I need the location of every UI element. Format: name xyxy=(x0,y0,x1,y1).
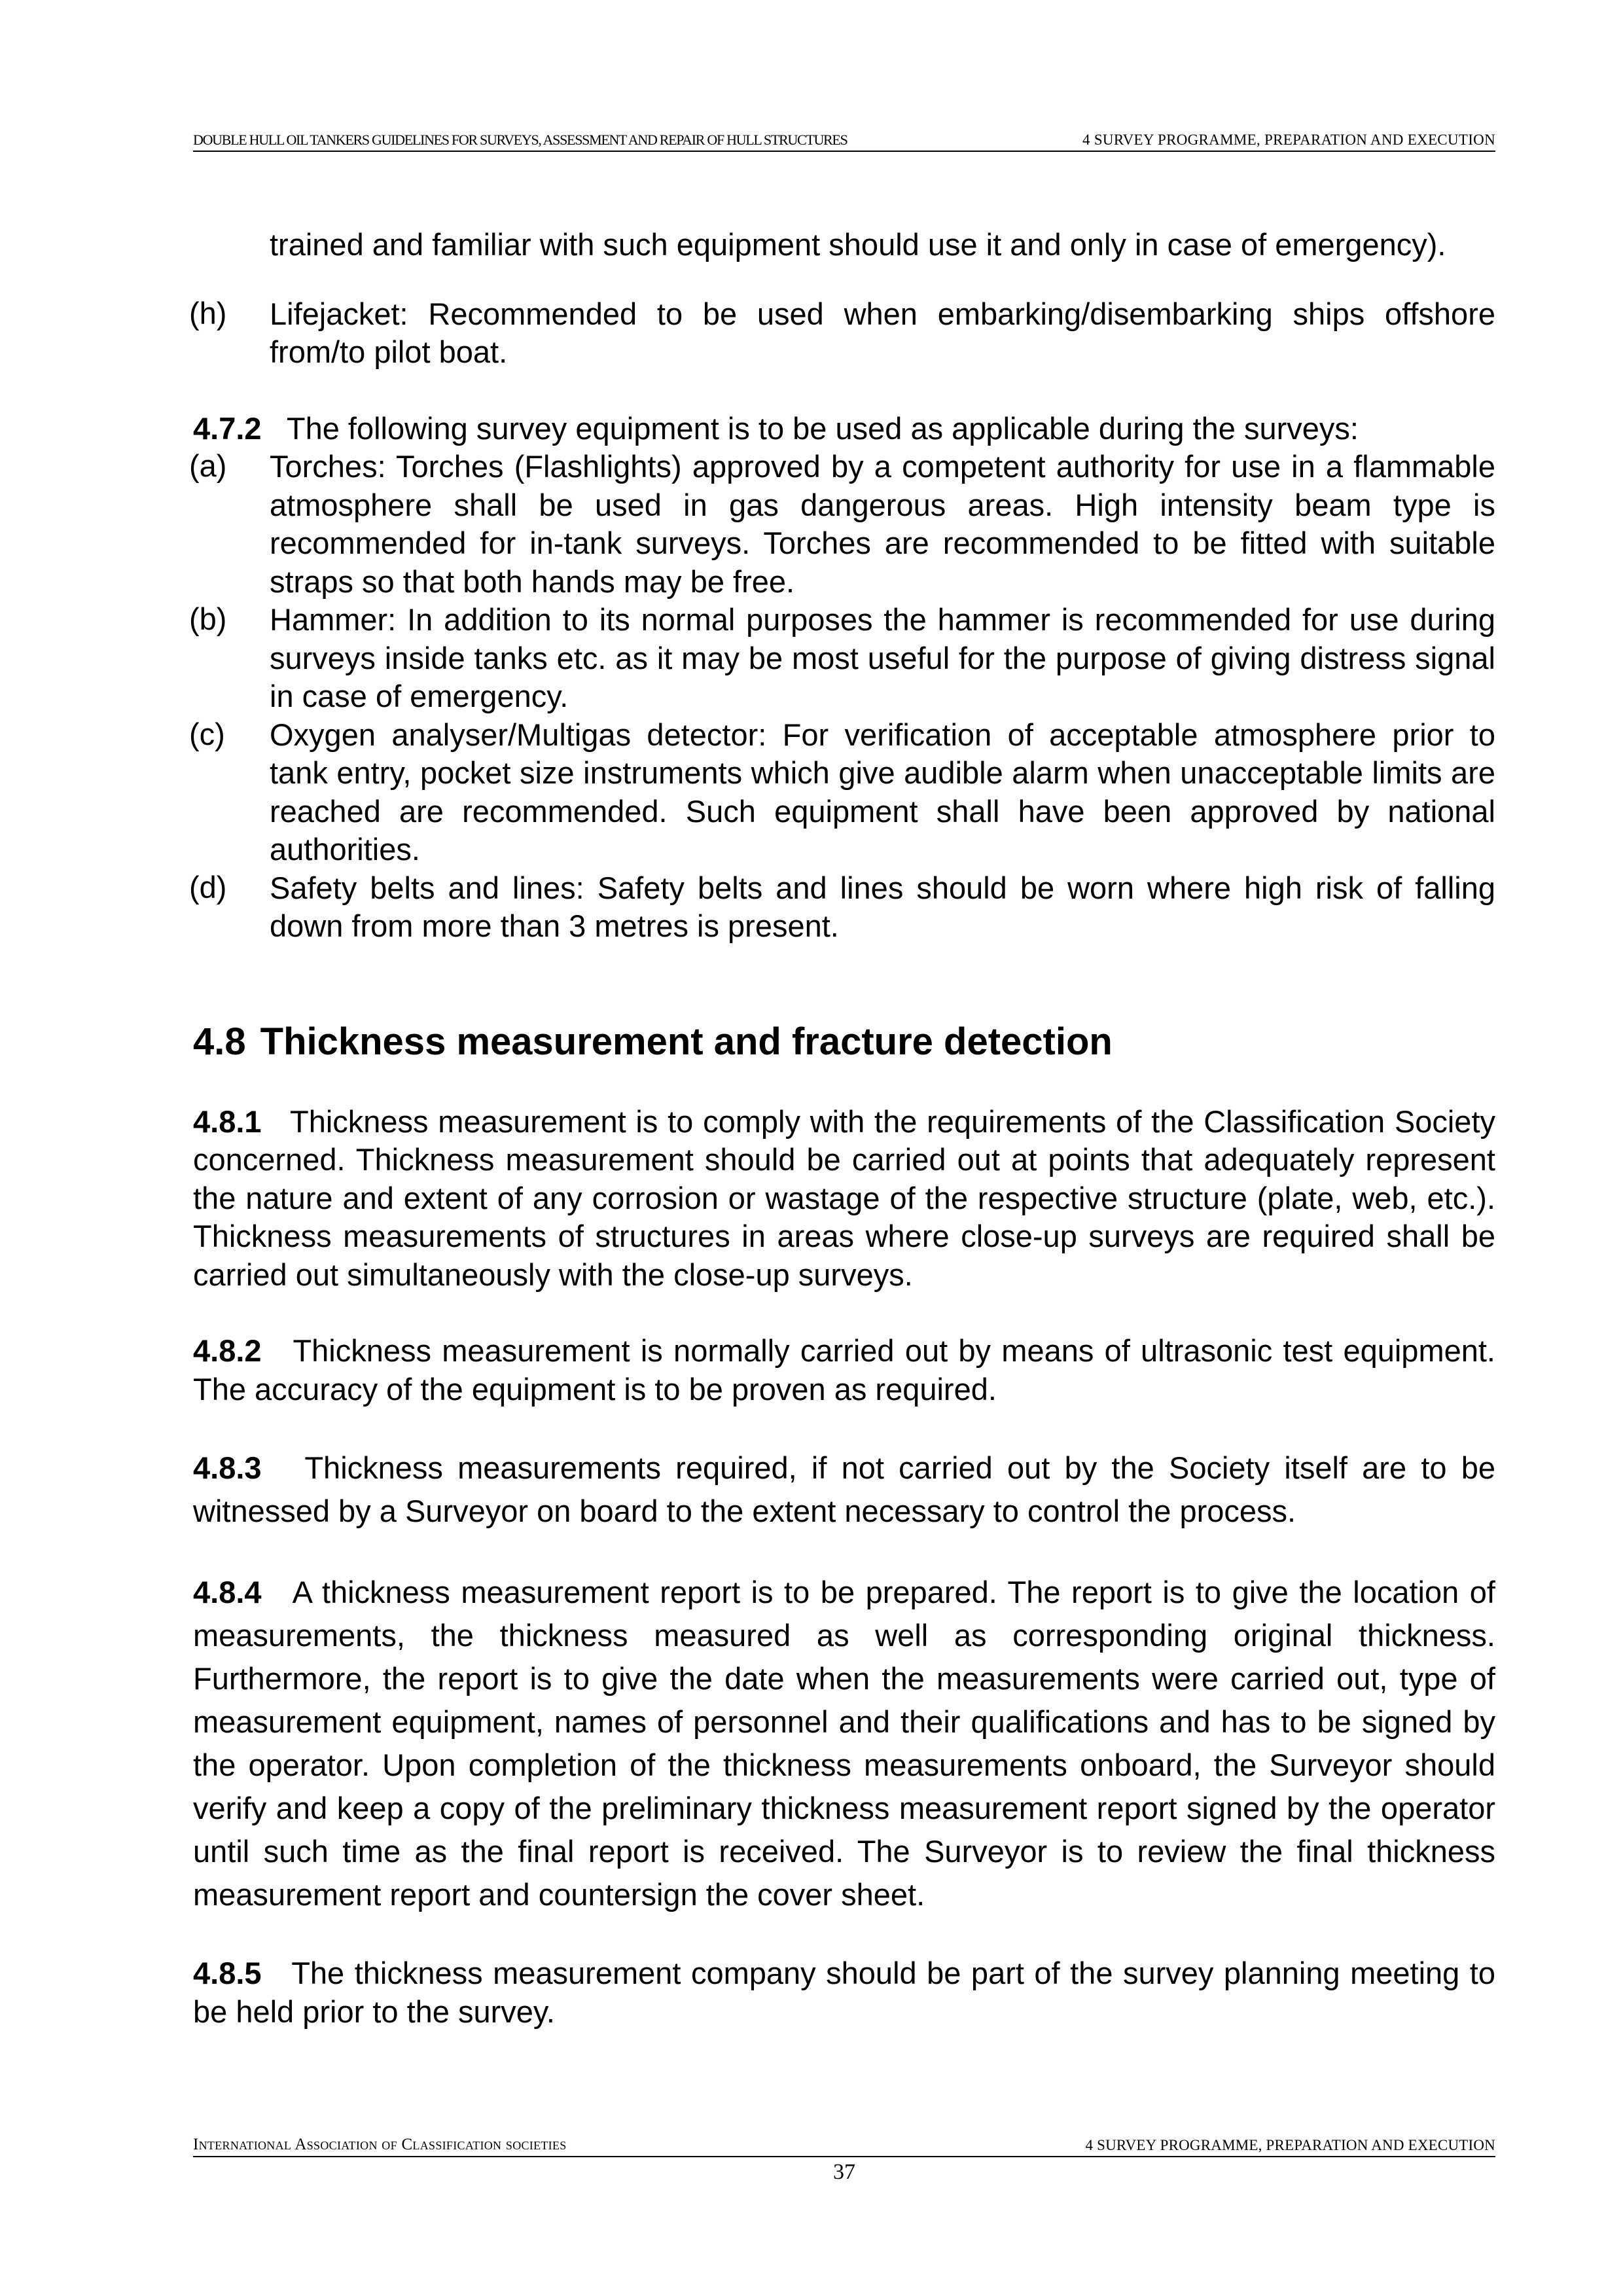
list-item-b xyxy=(189,601,1495,716)
section-heading xyxy=(193,1019,1495,1065)
paragraph-number: 4.8.2 xyxy=(193,1333,262,1368)
paragraph-text: The thickness measurement company should be part of the survey planning meeting to be held prior to the survey. xyxy=(193,1956,1496,2029)
paragraph-text: Thickness measurement is normally carried out by means of ultrasonic test equipment. The accuracy of the equipment is to be proven as required. xyxy=(193,1333,1495,1407)
paragraph-number: 4.8.1 xyxy=(193,1103,262,1139)
paragraph-number: 4.8.3 xyxy=(193,1450,262,1485)
paragraph-text: The following survey equipment is to be used as applicable during the surveys: xyxy=(286,410,1359,446)
footer-chapter-title: 4 SURVEY PROGRAMME, PREPARATION AND EXECUTION xyxy=(1085,2137,1495,2153)
page-footer xyxy=(193,2134,1495,2157)
page-header xyxy=(193,128,1495,152)
list-item-d xyxy=(189,869,1495,946)
paragraph-number: 4.8.4 xyxy=(193,1575,262,1609)
list-item-label: (a) xyxy=(189,448,227,483)
list-item-label: (h) xyxy=(189,295,227,331)
page-number: 37 xyxy=(833,2160,855,2184)
list-item-c xyxy=(189,716,1495,869)
list-item-label: (b) xyxy=(189,601,227,636)
paragraph-4-8-3 xyxy=(193,1446,1495,1533)
header-chapter-title: 4 SURVEY PROGRAMME, PREPARATION AND EXECUTION xyxy=(1082,132,1495,148)
list-item-label: (c) xyxy=(189,716,225,751)
paragraph-text: Thickness measurements required, if not carried out by the Society itself are to be witnessed by a Surveyor on board to the extent necessary to control the process. xyxy=(193,1450,1496,1528)
list-item-text: Safety belts and lines: Safety belts and lines should be worn where high risk of falling down from more than 3 metres is present. xyxy=(270,870,1495,943)
list-item-label: (d) xyxy=(189,869,227,905)
paragraph-number: 4.8.5 xyxy=(193,1956,262,1990)
list-item-text: Lifejacket: Recommended to be used when embarking/disembarking ships offshore from/to pilot boat. xyxy=(270,296,1495,369)
paragraph-number: 4.7.2 xyxy=(193,410,262,446)
footer-organization: International Association of Classification societies xyxy=(193,2136,567,2153)
paragraph-4-8-1 xyxy=(193,1103,1495,1295)
paragraph-4-8-4 xyxy=(193,1571,1495,1916)
paragraph-text: Thickness measurement is to comply with the requirements of the Classification Society concerned. Thickness measurement should be carried out at points that adequately represent the nature and extent of any corrosion or wastage of the respective structure (plate, web, etc.). Thickness measurements of structures in areas where close-up surveys are required shall be carried out simultaneously with the close-up surveys. xyxy=(193,1103,1495,1292)
paragraph-4-8-5 xyxy=(193,1954,1495,2031)
paragraph-text: A thickness measurement report is to be prepared. The report is to give the location of measurements, the thickness measured as well as corresponding original thickness. Furthermore, the report is to give the date when the measurements were carried out, type of measurement equipment, names of personnel and their qualifications and has to be signed by the operator. Upon completion of the thickness measurements onboard, the Surveyor should verify and keep a copy of the preliminary thickness measurement report signed by the operator until such time as the final report is received. The Surveyor is to review the final thickness measurement report and countersign the cover sheet. xyxy=(193,1575,1495,1912)
continued-item-text: trained and familiar with such equipment should use it and only in case of emergency). xyxy=(270,227,1446,262)
paragraph-4-8-2 xyxy=(193,1332,1495,1408)
paragraph-4-7-2 xyxy=(193,410,1495,448)
page-body xyxy=(189,195,1496,2031)
section-number: 4.8 xyxy=(193,1020,246,1063)
section-title: Thickness measurement and fracture detection xyxy=(260,1020,1113,1063)
list-item-a xyxy=(189,448,1495,601)
list-item-text: Torches: Torches (Flashlights) approved by a competent authority for use in a flammable atmosphere shall be used in gas dangerous areas. High intensity beam type is recommended for in-tank surveys. Torches are recommended to be fitted with suitable straps so that both hands may be free. xyxy=(270,449,1495,599)
list-item-text: Oxygen analyser/Multigas detector: For verification of acceptable atmosphere prior to tank entry, pocket size instruments which give audible alarm when unacceptable limits are reached are recommended. Such equipment shall have been approved by national authorities. xyxy=(270,717,1495,867)
list-item-text: Hammer: In addition to its normal purposes the hammer is recommended for use during surveys inside tanks etc. as it may be most useful for the purpose of giving distress signal in case of emergency. xyxy=(270,602,1495,713)
list-item-h xyxy=(189,295,1495,372)
header-document-title: DOUBLE HULL OIL TANKERS GUIDELINES FOR SURVEYS, ASSESSMENT AND REPAIR OF HULL STRUCTURES xyxy=(193,132,847,148)
